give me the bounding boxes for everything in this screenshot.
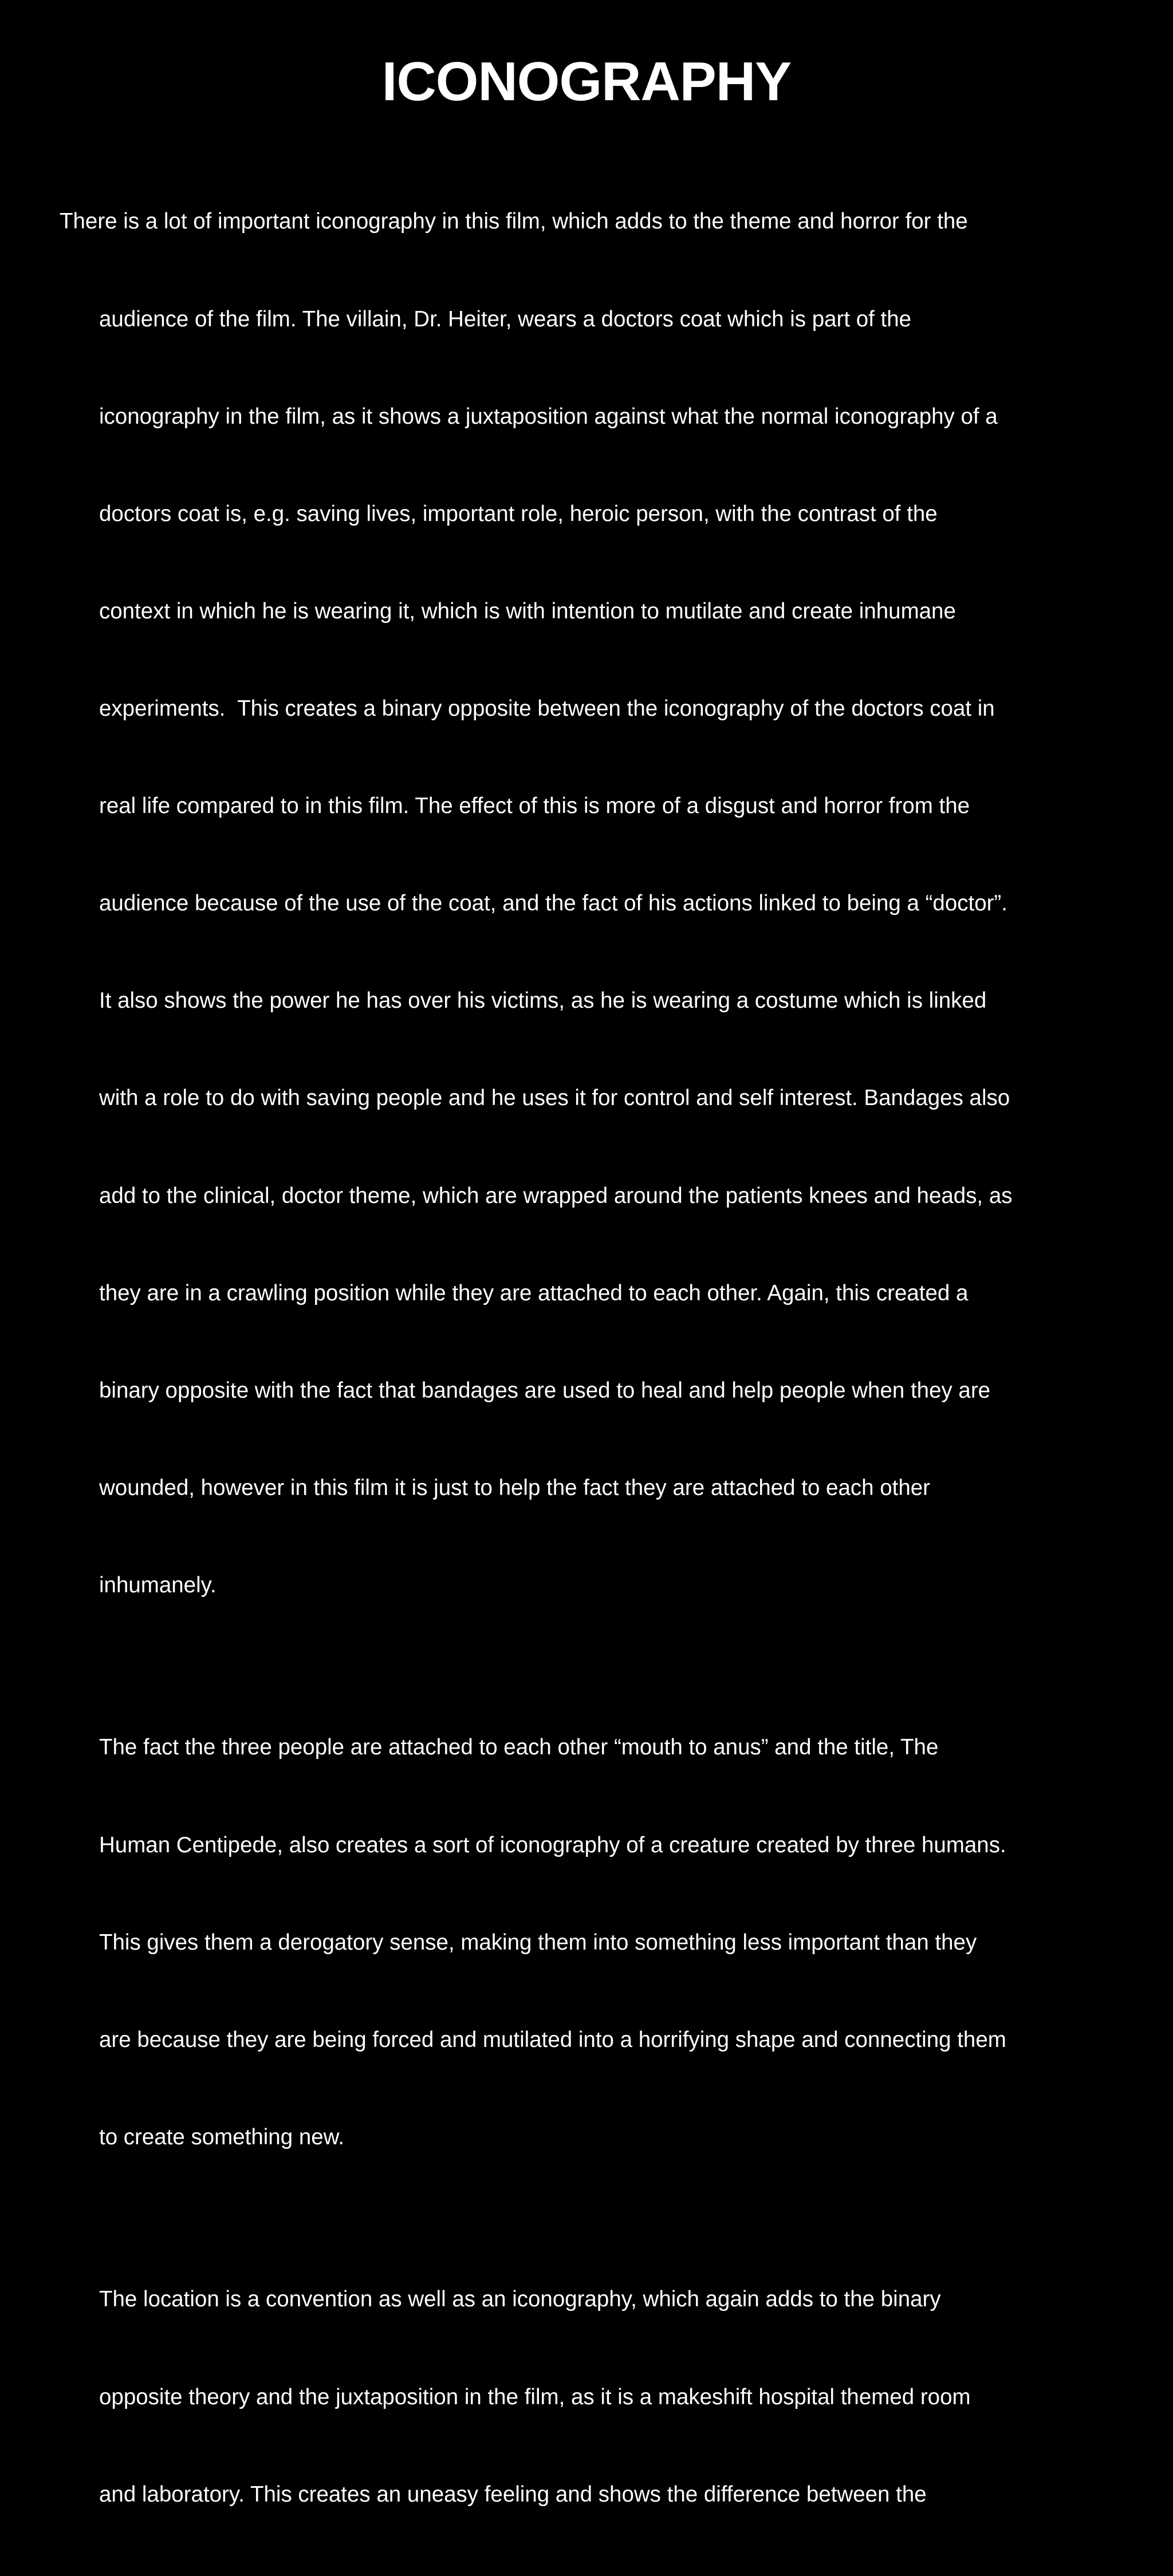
text-line: to create something new. xyxy=(99,2124,345,2149)
text-line: There is a lot of important iconography in this film, which adds to the theme and horror for the xyxy=(60,209,968,234)
text-line: and laboratory. This creates an uneasy feeling and shows the difference between the xyxy=(99,2482,927,2507)
text-line: real life compared to in this film. The effect of this is more of a disgust and horror from the xyxy=(99,794,970,819)
text-line: with a role to do with saving people and he uses it for control and self interest. Bandages also xyxy=(99,1086,1010,1111)
text-line: The location is a convention as well as an iconography, which again adds to the binary xyxy=(99,2287,941,2312)
text-line: opposite theory and the juxtaposition in the film, as it is a makeshift hospital themed room xyxy=(99,2384,971,2409)
text-line: context in which he is wearing it, which is with intention to mutilate and create inhumane xyxy=(99,598,956,624)
text-line: wounded, however in this film it is just to help the fact they are attached to each other xyxy=(99,1475,930,1500)
text-line: doctors coat is, e.g. saving lives, important role, heroic person, with the contrast of the xyxy=(99,501,938,526)
text-line: they are in a crawling position while they are attached to each other. Again, this created a xyxy=(99,1280,969,1305)
paragraph-location xyxy=(60,2219,1142,2576)
text-line: iconography in the film, as it shows a juxtaposition against what the normal iconography of a xyxy=(99,404,998,429)
paragraph-centipede xyxy=(60,1667,1142,2219)
slide-title: ICONOGRAPHY xyxy=(381,51,792,112)
text-line: It also shows the power he has over his victims, as he is wearing a costume which is linked xyxy=(99,988,987,1013)
text-line: binary opposite with the fact that bandages are used to heal and help people when they are xyxy=(99,1378,991,1403)
text-line: The fact the three people are attached to each other “mouth to anus” and the title, The xyxy=(99,1735,939,1760)
text-line: audience of the film. The villain, Dr. Heiter, wears a doctors coat which is part of the xyxy=(99,306,912,332)
text-line: experiments. This creates a binary opposite between the iconography of the doctors coat in xyxy=(99,696,995,721)
text-line: are because they are being forced and mutilated into a horrifying shape and connecting them xyxy=(99,2027,1006,2052)
slide-body xyxy=(60,141,1142,2576)
text-line: audience because of the use of the coat, and the fact of his actions linked to being a “doctor”. xyxy=(99,891,1007,916)
text-line: inhumanely. xyxy=(99,1572,217,1597)
text-line: Human Centipede, also creates a sort of iconography of a creature created by three humans. xyxy=(99,1832,1006,1857)
paragraph-iconography-intro xyxy=(60,141,1142,1667)
text-line: add to the clinical, doctor theme, which are wrapped around the patients knees and heads, as xyxy=(99,1183,1013,1208)
text-line: This gives them a derogatory sense, making them into something less important than they xyxy=(99,1930,977,1955)
